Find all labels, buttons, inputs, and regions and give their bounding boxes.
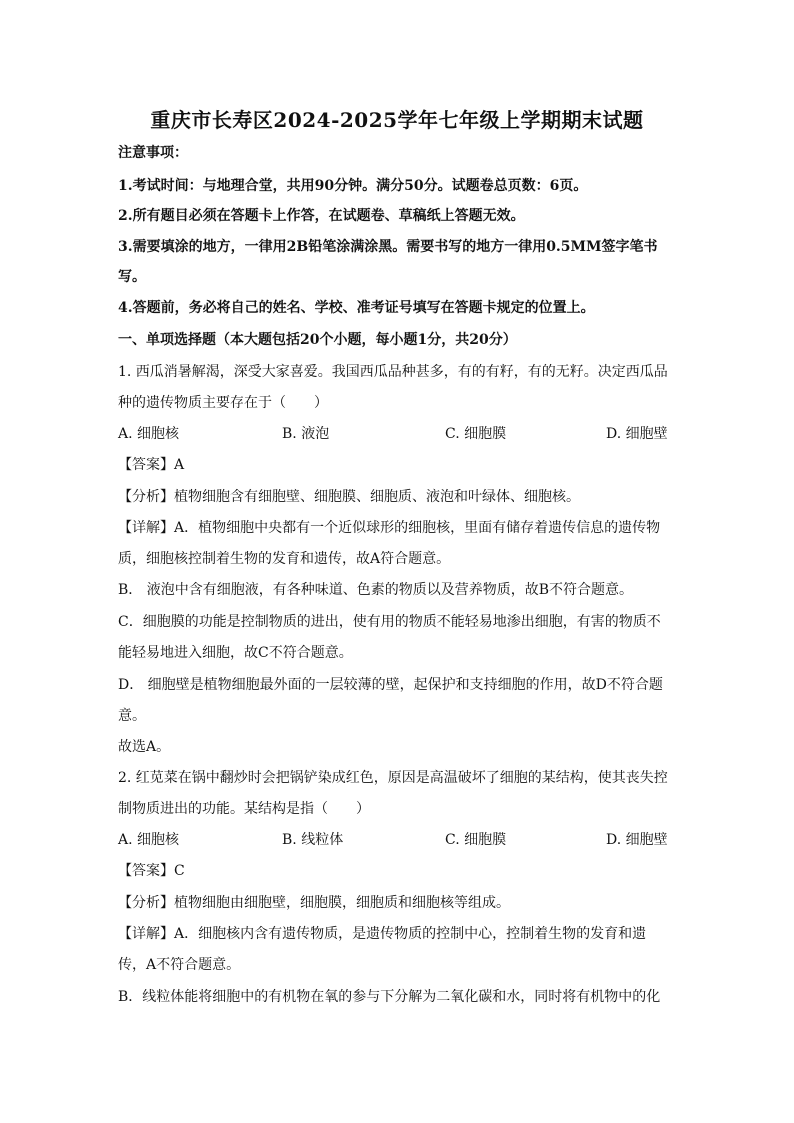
q1-stem: 种的遗传物质主要存在于（ ） — [118, 395, 328, 411]
q1-stem: 1. 西瓜消暑解渴，深受大家喜爱。我国西瓜品种甚多，有的有籽，有的无籽。决定西瓜品 — [118, 364, 668, 380]
q1-detail-line: C．细胞膜的功能是控制物质的进出，使有用的物质不能轻易地渗出细胞，有害的物质不 — [118, 614, 661, 630]
q1-detail-line: 质，细胞核控制着生物的发育和遗传，故A符合题意。 — [118, 551, 451, 567]
q2-option-c: C. 细胞膜 — [445, 832, 507, 848]
q1-option-a: A. 细胞核 — [118, 426, 180, 442]
page-title: 重庆市长寿区2024-2025学年七年级上学期期末试题 — [150, 108, 644, 132]
q2-detail-line: B．线粒体能将细胞中的有机物在氧的参与下分解为二氧化碳和水，同时将有机物中的化 — [118, 989, 661, 1005]
notes-heading: 注意事项： — [118, 145, 188, 161]
q2-detail-line: 【详解】A．细胞核内含有遗传物质，是遗传物质的控制中心，控制着生物的发育和遗 — [118, 926, 647, 942]
q1-detail-line: B． 液泡中含有细胞液，有各种味道、色素的物质以及营养物质，故B不符合题意。 — [118, 582, 634, 598]
q1-answer: 【答案】A — [118, 457, 185, 473]
q1-option-c: C. 细胞膜 — [445, 426, 507, 442]
q2-option-a: A. 细胞核 — [118, 832, 180, 848]
q2-detail-line: 传，A不符合题意。 — [118, 957, 241, 973]
q1-option-b: B. 液泡 — [282, 426, 330, 442]
q1-detail-line: 能轻易地进入细胞，故C不符合题意。 — [118, 645, 353, 661]
q1-analysis: 【分析】植物细胞含有细胞壁、细胞膜、细胞质、液泡和叶绿体、细胞核。 — [118, 489, 580, 505]
q2-stem: 制物质进出的功能。某结构是指（ ） — [118, 801, 370, 817]
q2-answer: 【答案】C — [118, 863, 185, 879]
note-item: 写。 — [118, 269, 146, 285]
note-item: 3.需要填涂的地方，一律用2B铅笔涂满涂黑。需要书写的地方一律用0.5MM签字笔书 — [118, 239, 658, 255]
note-item: 1.考试时间：与地理合堂，共用90分钟。满分50分。试题卷总页数：6页。 — [118, 178, 588, 194]
q1-detail-line: 故选A。 — [118, 739, 171, 755]
note-item: 4.答题前，务必将自己的姓名、学校、准考证号填写在答题卡规定的位置上。 — [118, 300, 595, 316]
q2-option-b: B. 线粒体 — [282, 832, 344, 848]
q2-stem: 2. 红苋菜在锅中翻炒时会把锅铲染成红色，原因是高温破坏了细胞的某结构，使其丧失控 — [118, 770, 668, 786]
q1-detail-line: D． 细胞壁是植物细胞最外面的一层较薄的壁，起保护和支持细胞的作用，故D不符合题 — [118, 677, 663, 693]
section-heading: 一、单项选择题（本大题包括20个小题，每小题1分，共20分） — [118, 332, 517, 348]
q1-detail-line: 【详解】A．植物细胞中央都有一个近似球形的细胞核，里面有储存着遗传信息的遗传物 — [118, 520, 661, 536]
note-item: 2.所有题目必须在答题卡上作答，在试题卷、草稿纸上答题无效。 — [118, 208, 525, 224]
q1-detail-line: 意。 — [118, 708, 146, 724]
q1-option-d: D. 细胞壁 — [606, 426, 668, 442]
q2-analysis: 【分析】植物细胞由细胞壁，细胞膜，细胞质和细胞核等组成。 — [118, 895, 510, 911]
q2-option-d: D. 细胞壁 — [606, 832, 668, 848]
